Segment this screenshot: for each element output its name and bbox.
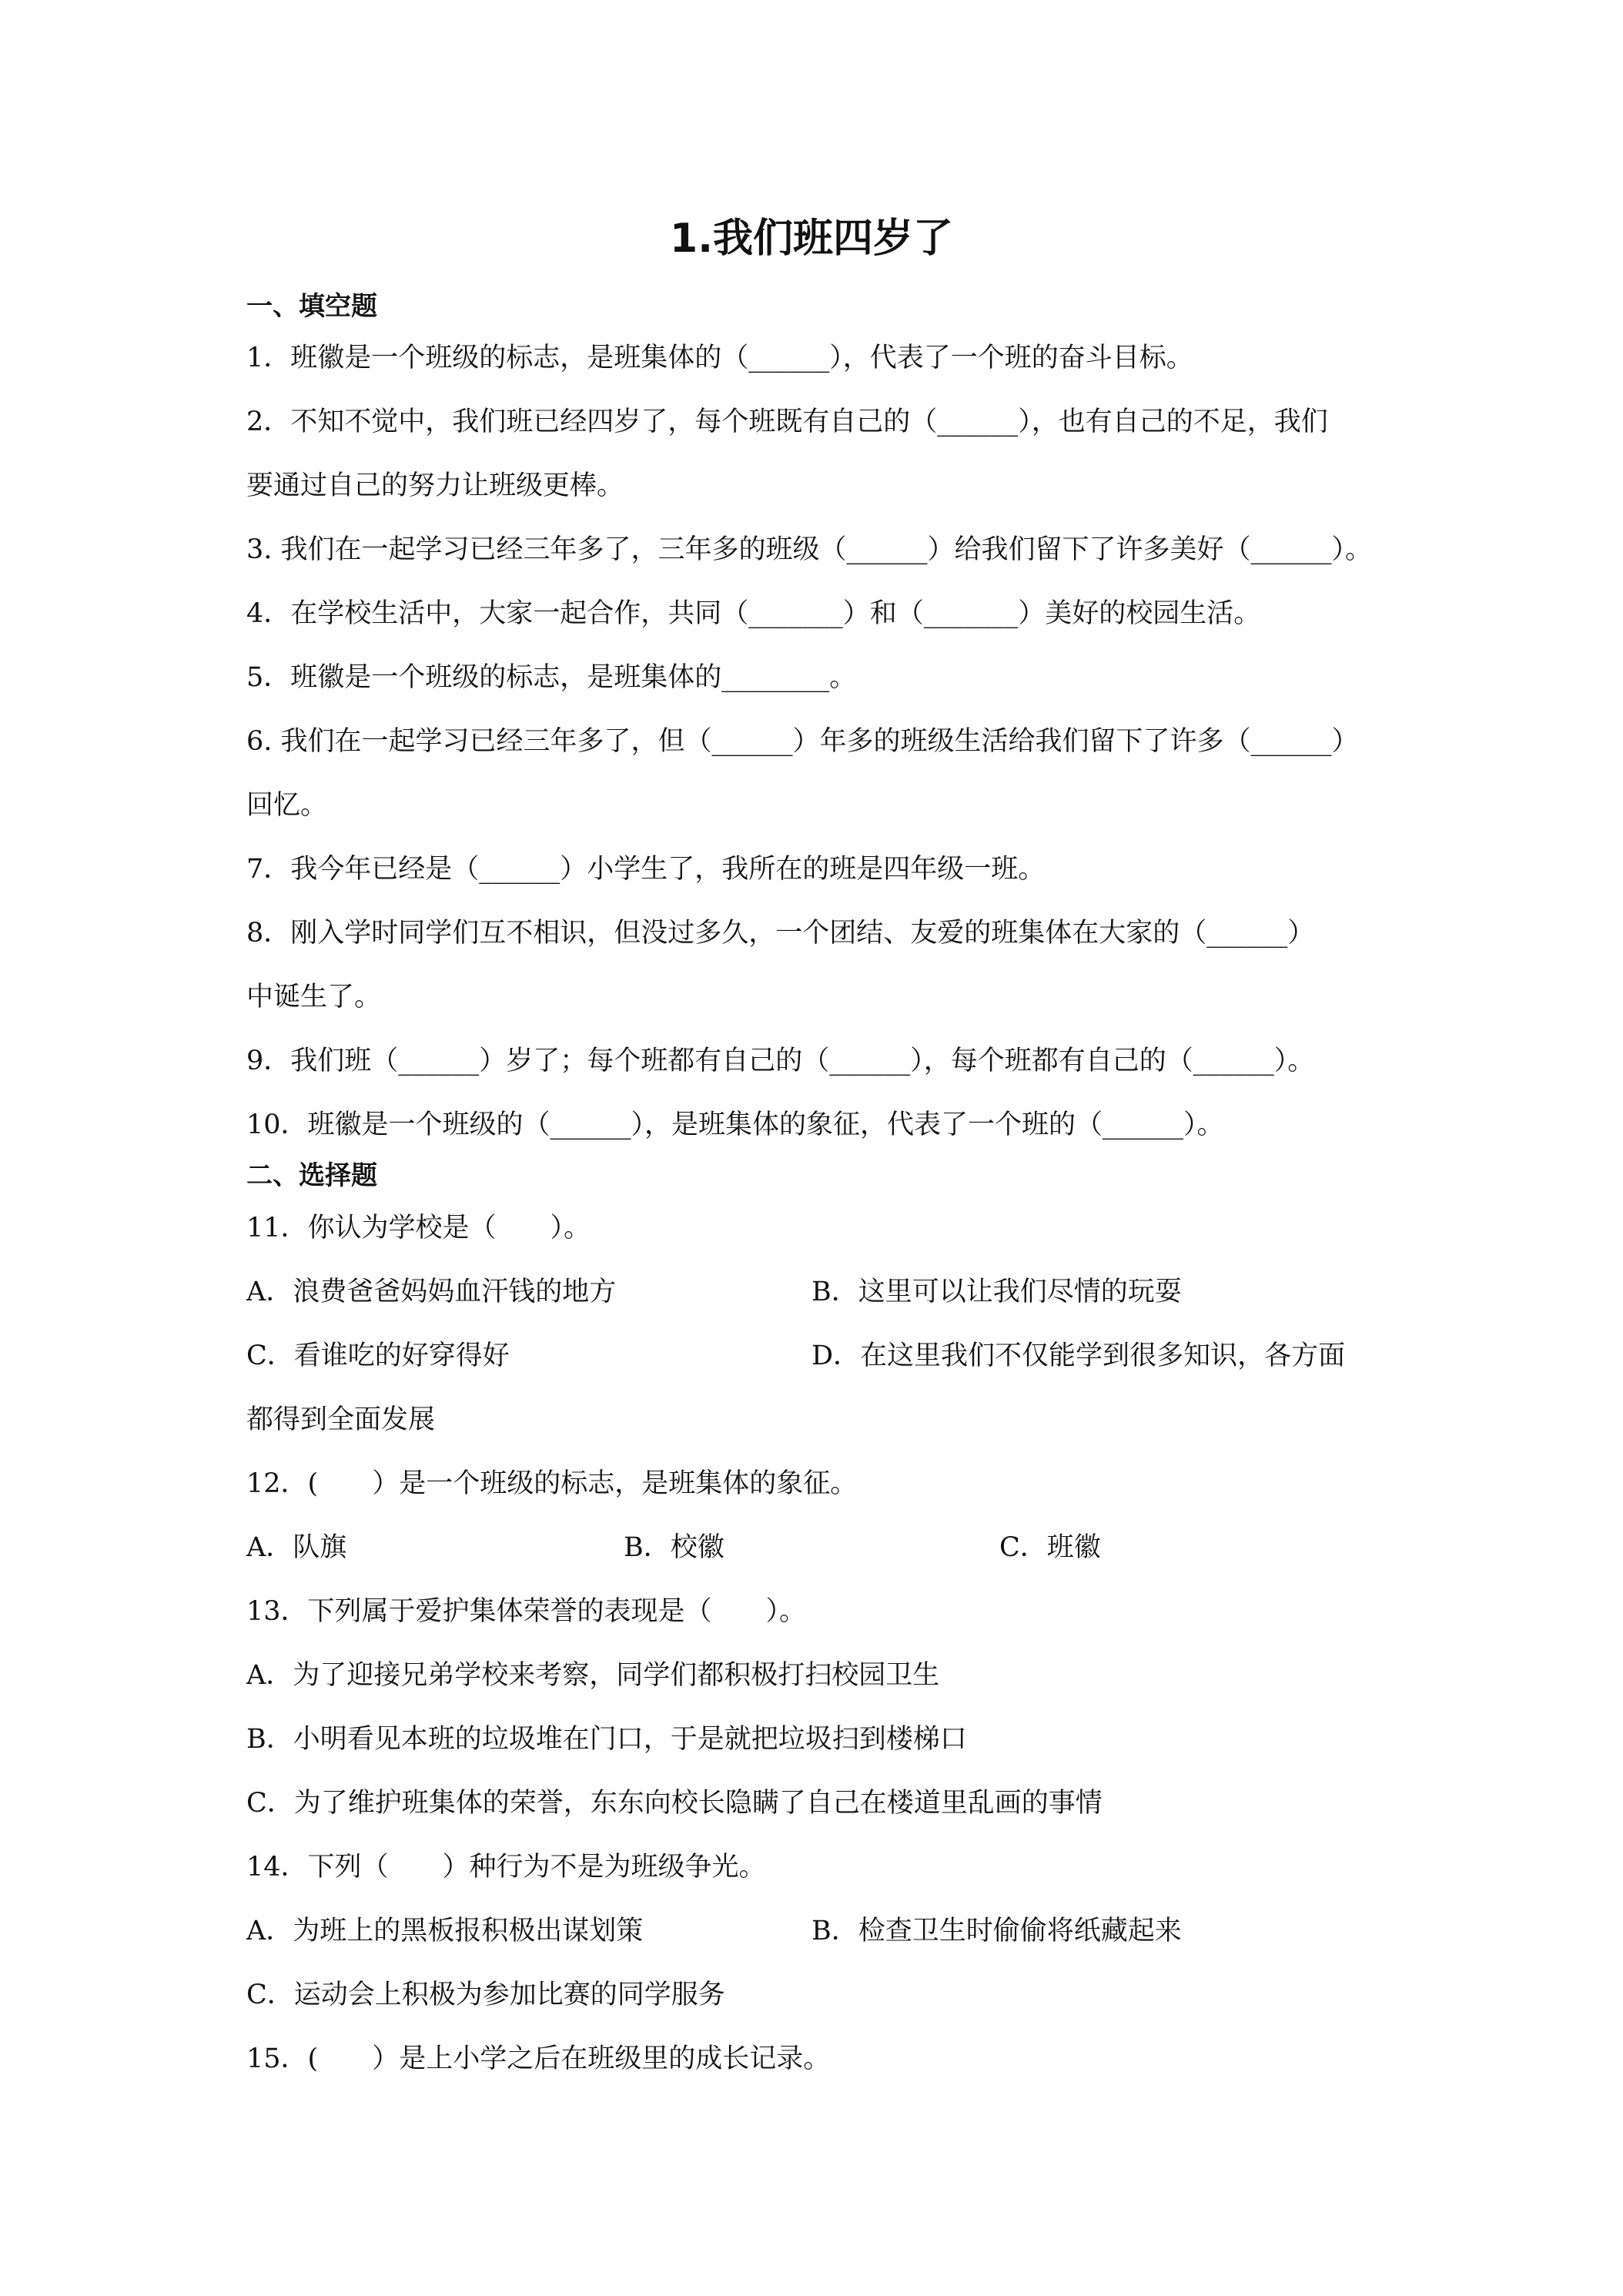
question-12-option-c: C．班徽 [999,1532,1101,1563]
question-12-stem: 12．( ）是一个班级的标志，是班集体的象征。 [246,1468,858,1499]
question-13-option-c: C．为了维护班集体的荣誉，东东向校长隐瞒了自己在楼道里乱画的事情 [246,1788,1103,1819]
question-11-option-c: C．看谁吃的好穿得好 [246,1340,510,1371]
question-6-line-1: 6. 我们在一起学习已经三年多了，但（______）年多的班级生活给我们留下了许多（______） [246,726,1359,757]
question-4: 4．在学校生活中，大家一起合作，共同（_______）和（_______）美好的校园生活。 [246,598,1261,629]
question-7: 7．我今年已经是（______）小学生了，我所在的班是四年级一班。 [246,854,1046,885]
question-14-option-b: B．检查卫生时偷偷将纸藏起来 [812,1916,1182,1946]
section-heading-fill-blank: 一、填空题 [246,291,377,322]
question-13-option-a: A．为了迎接兄弟学校来考察，同学们都积极打扫校园卫生 [246,1660,940,1691]
question-11-option-d-continued: 都得到全面发展 [246,1404,436,1435]
question-3: 3. 我们在一起学习已经三年多了，三年多的班级（______）给我们留下了许多美好（______）。 [246,534,1373,565]
question-12-option-a: A．队旗 [246,1532,347,1563]
question-2-line-2: 要通过自己的努力让班级更棒。 [246,470,624,501]
question-6-line-2: 回忆。 [246,790,328,821]
page-title: 1.我们班四岁了 [670,216,953,262]
question-13-option-b: B．小明看见本班的垃圾堆在门口，于是就把垃圾扫到楼梯口 [246,1724,967,1755]
question-8-line-1: 8．刚入学时同学们互不相识，但没过多久，一个团结、友爱的班集体在大家的（______） [246,918,1315,949]
question-2-line-1: 2．不知不觉中，我们班已经四岁了，每个班既有自己的（______），也有自己的不足，我们 [246,407,1328,437]
section-heading-multiple-choice: 二、选择题 [246,1160,377,1191]
question-9: 9．我们班（______）岁了；每个班都有自己的（______），每个班都有自己的（______）。 [246,1046,1315,1076]
question-11-option-a: A．浪费爸爸妈妈血汗钱的地方 [246,1277,617,1307]
question-15-stem: 15．( ）是上小学之后在班级里的成长记录。 [246,2043,831,2074]
question-14-option-c: C．运动会上积极为参加比赛的同学服务 [246,1980,725,2010]
question-14-stem: 14．下列（ ）种行为不是为班级争光。 [246,1852,766,1883]
question-11-option-d: D．在这里我们不仅能学到很多知识，各方面 [812,1340,1346,1371]
question-13-stem: 13．下列属于爱护集体荣誉的表现是（ ）。 [246,1596,807,1627]
question-1: 1．班徽是一个班级的标志，是班集体的（______），代表了一个班的奋斗目标。 [246,343,1193,373]
question-11-stem: 11．你认为学校是（ ）。 [246,1213,591,1243]
question-5: 5．班徽是一个班级的标志，是班集体的________。 [246,662,857,693]
question-11-option-b: B．这里可以让我们尽情的玩耍 [812,1277,1182,1307]
question-12-option-b: B．校徽 [624,1532,724,1563]
question-10: 10．班徽是一个班级的（______），是班集体的象征，代表了一个班的（______）。 [246,1110,1224,1140]
question-8-line-2: 中诞生了。 [246,982,382,1012]
question-14-option-a: A．为班上的黑板报积极出谋划策 [246,1916,644,1946]
